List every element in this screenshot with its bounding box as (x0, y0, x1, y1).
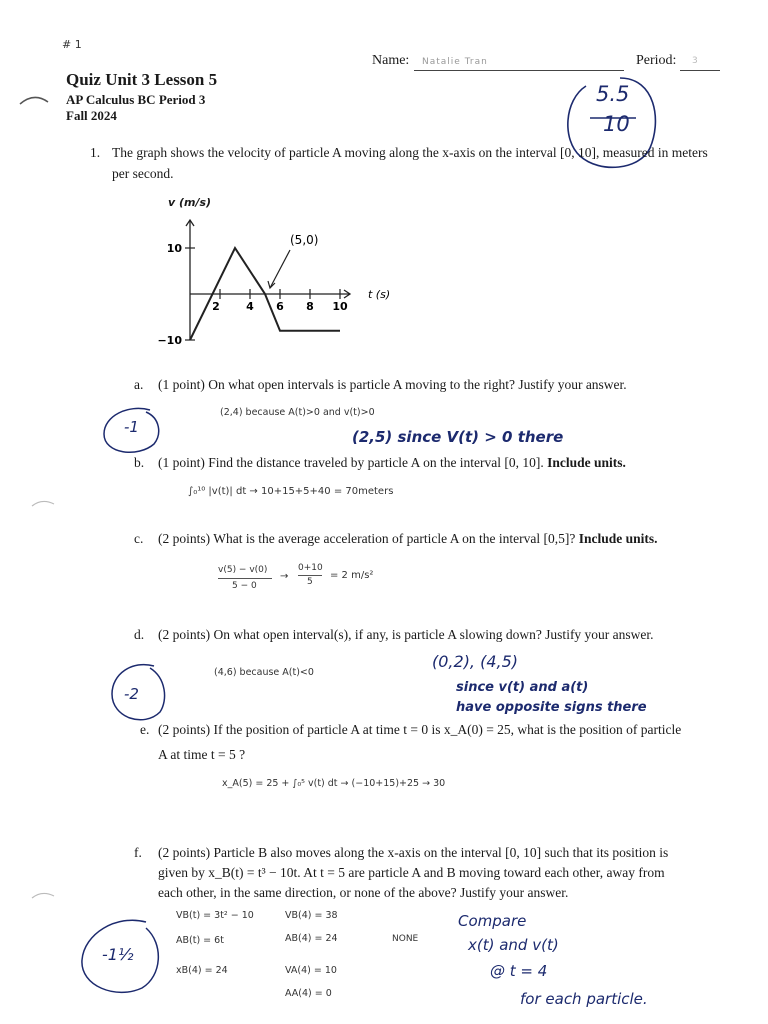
course-label: AP Calculus BC Period 3 (66, 92, 206, 107)
question-prompt: The graph shows the velocity of particle A moving along the x-axis on the interval [0, 10], measured in meters per second. (112, 145, 708, 181)
y-tick-label: 10 (166, 242, 182, 255)
margin-mark (30, 496, 56, 510)
part-d-text: (2 points) On what open interval(s), if any, is particle A slowing down? Justify your answer. (158, 627, 654, 642)
x-tick-label: 8 (306, 300, 314, 313)
part-a-deduction: -1 (124, 418, 139, 436)
part-f-text-3: each other, in the same direction, or none of the above? Justify your answer. (158, 885, 569, 900)
part-c-mid-num: 0+10 (298, 563, 323, 573)
part-f-work-4: AB(4) = 24 (285, 933, 338, 944)
period-line (680, 70, 720, 71)
fraction-bar (218, 578, 272, 579)
part-c-result: = 2 m/s² (330, 570, 374, 581)
part-a-student-answer: (2,4) because A(t)>0 and v(t)>0 (220, 407, 375, 418)
part-d-correction-2: since v(t) and a(t) (456, 680, 589, 695)
page-mark: # 1 (62, 38, 82, 51)
part-f-work-5: NONE (392, 934, 419, 944)
annotation-arrow (270, 250, 290, 288)
part-d-correction-3: have opposite signs there (456, 700, 647, 715)
part-e-student-answer: x_A(5) = 25 + ∫₀⁵ v(t) dt → (−10+15)+25 → 30 (222, 778, 446, 789)
part-d-correction-1: (0,2), (4,5) (432, 652, 519, 671)
margin-mark (30, 888, 56, 902)
period-label: Period: (636, 53, 677, 68)
part-b-letter: b. (134, 455, 145, 470)
part-f-text-2: given by x_B(t) = t³ − 10t. At t = 5 are particle A and B moving toward each other, away from (158, 865, 665, 880)
part-d-deduction: -2 (124, 685, 139, 703)
part-a-letter: a. (134, 377, 144, 392)
part-a-correction: (2,5) since V(t) > 0 there (352, 428, 564, 446)
graph-y-label: v (m/s) (168, 196, 212, 209)
part-a-text: (1 point) On what open intervals is particle A moving to the right? Justify your answer. (158, 377, 627, 392)
part-f-text-1: (2 points) Particle B also moves along the x-axis on the interval [0, 10] such that its position is (158, 845, 669, 860)
part-c-fraction-den: 5 − 0 (232, 581, 257, 591)
part-f-note-2: x(t) and v(t) (468, 936, 559, 954)
part-c-fraction-num: v(5) − v(0) (218, 565, 268, 575)
part-d-student-answer: (4,6) because A(t)<0 (214, 667, 314, 678)
velocity-graph (150, 212, 410, 357)
part-c-letter: c. (134, 531, 144, 546)
x-tick-label: 10 (332, 300, 348, 313)
part-f-work-1: VB(t) = 3t² − 10 (176, 910, 254, 921)
score-total: 10 (603, 112, 630, 136)
margin-mark (18, 92, 50, 106)
part-f-work-8: AA(4) = 0 (285, 988, 332, 999)
score-earned: 5.5 (596, 82, 630, 106)
part-f-work-6: xB(4) = 24 (176, 965, 228, 976)
part-f-letter: f. (134, 845, 142, 860)
part-f-work-2: VB(4) = 38 (285, 910, 338, 921)
x-tick-label: 4 (246, 300, 254, 313)
term-label: Fall 2024 (66, 108, 117, 123)
part-f-deduction: -1½ (102, 945, 134, 964)
part-e-text-1: (2 points) If the position of particle A at time t = 0 is x_A(0) = 25, what is the position of particle (158, 722, 682, 737)
part-e-text-2: A at time t = 5 ? (158, 747, 246, 762)
y-tick-label: −10 (157, 334, 182, 347)
x-tick-label: 6 (276, 300, 284, 313)
part-f-work-3: AB(t) = 6t (176, 935, 224, 946)
fraction-bar (298, 575, 322, 576)
part-f-note-4: for each particle. (520, 990, 648, 1008)
part-f-work-7: VA(4) = 10 (285, 965, 337, 976)
period-value: 3 (692, 56, 698, 66)
name-value: Natalie Tran (422, 57, 488, 67)
arrow-glyph: → (280, 571, 289, 582)
part-c-text: (2 points) What is the average acceleration of particle A on the interval [0,5]? Include units. (158, 531, 658, 546)
question-number: 1. (90, 145, 101, 160)
part-b-text: (1 point) Find the distance traveled by particle A on the interval [0, 10]. Include units. (158, 455, 626, 470)
x-tick-label: 2 (212, 300, 220, 313)
quiz-title: Quiz Unit 3 Lesson 5 (66, 70, 218, 89)
part-e-letter: e. (140, 722, 150, 737)
part-f-note-1: Compare (458, 912, 527, 930)
name-label: Name: (372, 53, 410, 68)
part-b-student-answer: ∫₀¹⁰ |v(t)| dt → 10+15+5+40 = 70meters (188, 486, 394, 497)
graph-x-label: t (s) (368, 288, 391, 301)
part-f-note-3: @ t = 4 (490, 962, 548, 980)
point-annotation: (5,0) (290, 233, 319, 247)
part-d-letter: d. (134, 627, 145, 642)
part-c-mid-den: 5 (307, 577, 313, 587)
